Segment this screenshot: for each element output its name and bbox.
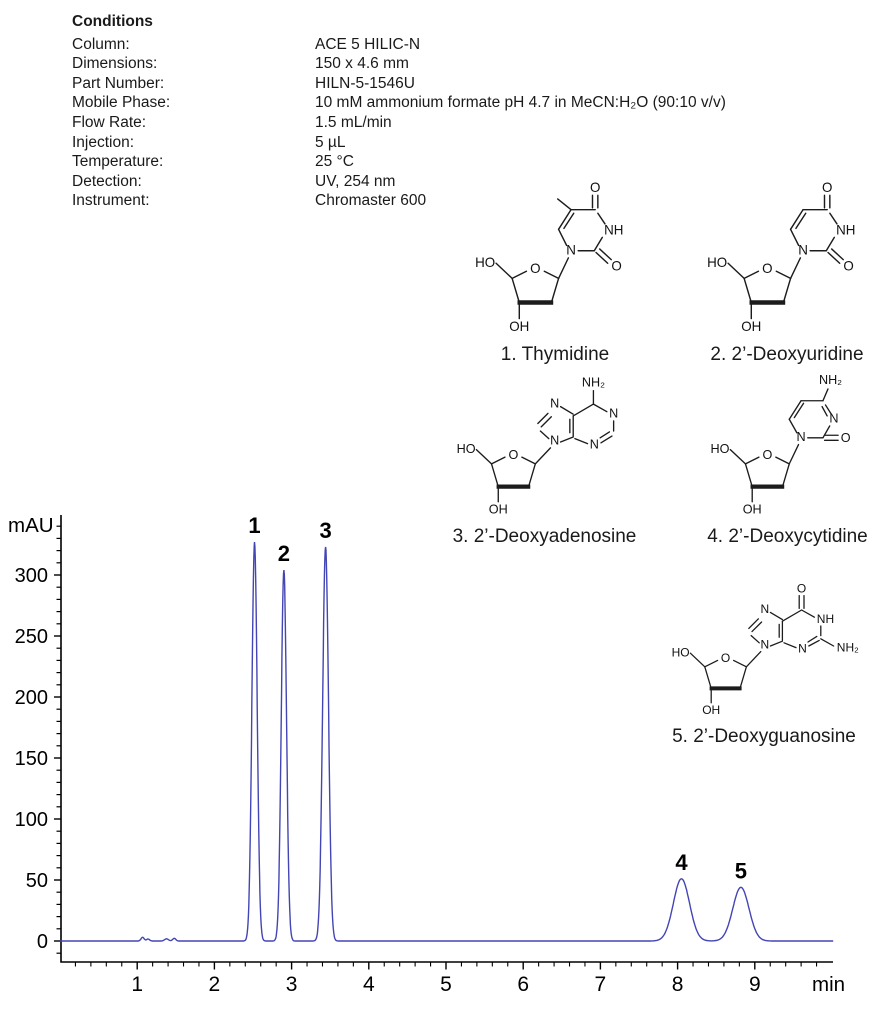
condition-row [72,93,726,113]
atom-nh2-icon: NH₂ [836,640,859,655]
peak-label-2: 2 [277,541,291,567]
compound-label-3: 3. 2’-Deoxyadenosine [452,526,637,547]
structure-thymidine [462,182,648,340]
condition-value: ACE 5 HILIC-N [315,35,421,53]
condition-row [72,54,726,74]
atom-nh-icon: NH [816,611,835,626]
chromatogram-plot [0,505,888,1010]
atom-n-icon: N [549,433,559,448]
peak-label-1: 1 [248,513,261,539]
structure-deoxycytidine [693,362,883,522]
condition-value: 10 mM ammonium formate pH 4.7 in MeCN:H₂O (90:10 v/v) [315,94,726,112]
chromatogram-trace [60,542,833,941]
y-tick-label: 200 [14,687,48,709]
peak-label-3: 3 [319,517,332,543]
condition-value: 5 µL [315,133,346,151]
conditions-title: Conditions [72,13,153,30]
x-tick-label: 1 [131,973,144,996]
compound-label-1: 1. Thymidine [500,344,610,365]
compound-label-4: 4. 2’-Deoxycytidine [707,526,868,547]
atom-n-icon: N [760,602,770,617]
x-tick-label: 4 [362,973,375,996]
condition-value: 25 °C [315,153,354,171]
condition-label: Temperature: [72,153,164,171]
atom-n-icon: N [828,411,838,426]
condition-label: Flow Rate: [72,113,147,131]
condition-value: Chromaster 600 [315,192,427,210]
atom-o-icon: O [843,258,854,274]
atom-n-icon: N [760,637,770,652]
x-tick-label: 2 [208,973,221,996]
x-tick-label: 3 [285,973,298,996]
condition-row [72,133,726,153]
x-axis-label: min [812,973,846,996]
condition-row [72,152,726,172]
condition-value: 1.5 mL/min [315,113,392,131]
atom-nh-icon: NH [836,222,856,238]
condition-row [72,74,726,94]
y-axis-label: mAU [8,514,54,537]
y-tick-label: 250 [14,626,48,648]
compound-figure-1 [462,182,648,366]
atom-o-icon: O [589,182,601,195]
atom-n-icon: N [549,396,559,411]
y-tick-label: 0 [36,931,48,953]
atom-o-icon: O [796,581,807,596]
condition-label: Dimensions: [72,55,158,73]
atom-nh-icon: NH [604,222,624,238]
peak-label-5: 5 [734,858,748,884]
compound-label-2: 2. 2’-Deoxyuridine [710,344,864,365]
atom-n-icon: N [589,437,599,452]
x-tick-label: 8 [671,973,684,996]
atom-n-icon: N [798,641,807,656]
atom-n-icon: N [795,430,806,445]
atom-n-icon: N [798,242,808,258]
atom-nh2-icon: NH₂ [818,372,842,387]
condition-label: Injection: [72,133,135,151]
atom-n-icon: N [608,406,618,421]
structure-deoxyadenosine [441,362,649,522]
x-tick-label: 5 [440,973,452,996]
x-tick-label: 9 [748,973,761,996]
y-tick-label: 150 [14,748,48,770]
peak-label-4: 4 [675,849,688,875]
atom-nh2-icon: NH₂ [581,375,605,390]
x-tick-label: 6 [517,973,530,996]
compound-figure-2 [692,182,882,366]
condition-label: Mobile Phase: [72,94,171,112]
condition-label: Instrument: [72,192,150,210]
condition-value: UV, 254 nm [315,172,396,190]
x-tick-label: 7 [594,973,607,996]
condition-label: Part Number: [72,74,165,92]
atom-n-icon: N [566,242,576,258]
atom-o-icon: O [840,431,851,445]
compound-label-5: 5. 2’-Deoxyguanosine [672,726,856,747]
condition-row [72,35,726,55]
condition-label: Column: [72,35,130,53]
condition-label: Detection: [72,172,142,190]
atom-o-icon: O [821,182,833,195]
condition-row [72,113,726,133]
condition-value: HILN-5-1546U [315,74,415,92]
structure-deoxyuridine [694,182,880,340]
condition-value: 150 x 4.6 mm [315,55,409,73]
y-tick-label: 300 [14,565,48,587]
axis-spines [61,515,833,962]
atom-o-icon: O [611,258,622,274]
y-tick-label: 50 [25,870,48,892]
y-tick-label: 100 [14,809,48,831]
